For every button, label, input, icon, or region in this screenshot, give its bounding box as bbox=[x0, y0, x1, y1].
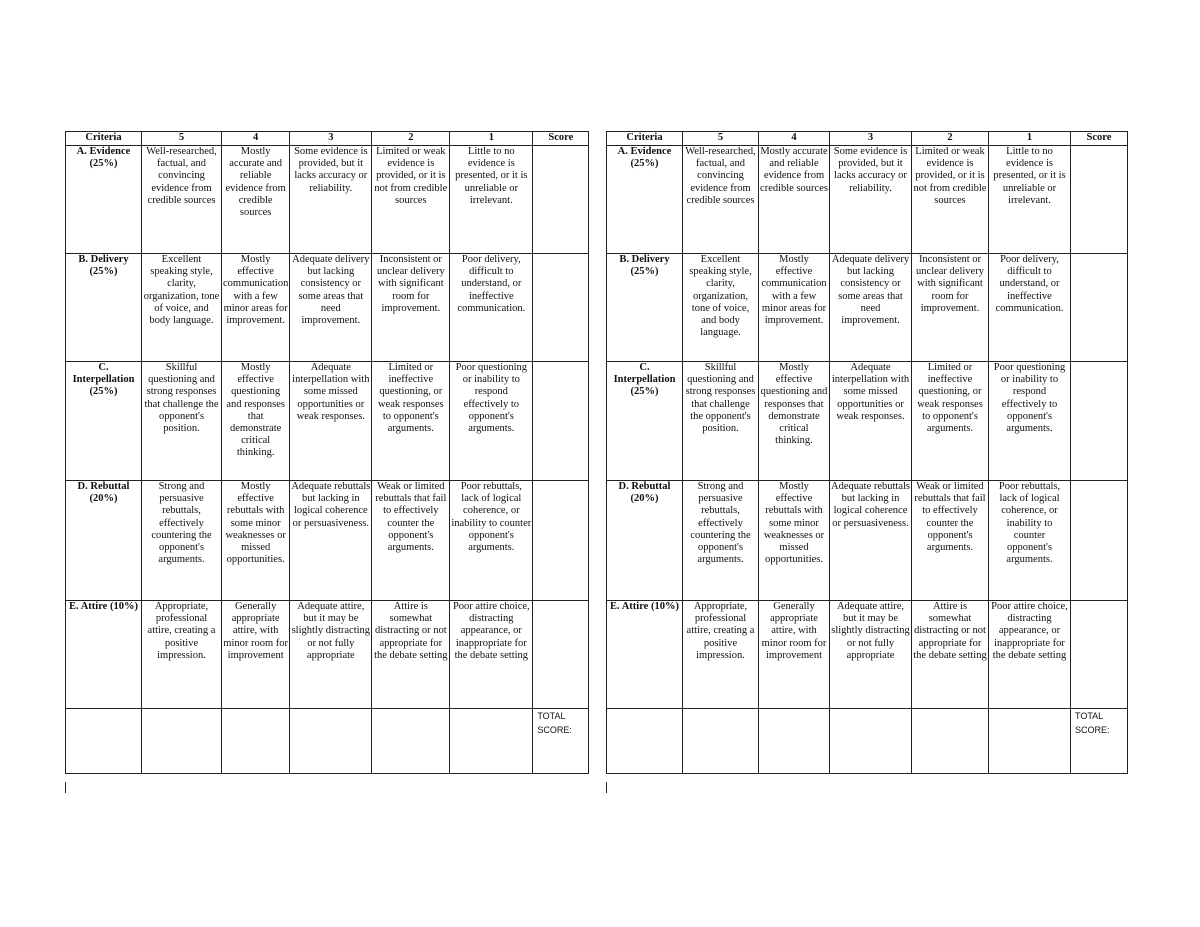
level-5-cell: Skillful questioning and strong responses that challenge the opponent's position. bbox=[683, 362, 759, 481]
level-2-cell: Weak or limited rebuttals that fail to effectively counter the opponent's arguments. bbox=[372, 481, 450, 601]
criterion-label: B. Delivery (25%) bbox=[607, 254, 683, 362]
row-delivery bbox=[66, 254, 589, 362]
level-5-cell: Appropriate, professional attire, creating a positive impression. bbox=[142, 601, 222, 709]
row-evidence bbox=[66, 146, 589, 254]
empty-cell bbox=[222, 709, 290, 774]
level-4-cell: Mostly accurate and reliable evidence from credible sources bbox=[222, 146, 290, 254]
level-1-cell: Poor rebuttals, lack of logical coherence, or inability to counter opponent's arguments. bbox=[450, 481, 533, 601]
score-cell[interactable] bbox=[1071, 362, 1128, 481]
level-3-cell: Adequate delivery but lacking consistency or some areas that need improvement. bbox=[290, 254, 372, 362]
header-criteria: Criteria bbox=[607, 132, 683, 146]
empty-cell bbox=[683, 709, 759, 774]
empty-cell bbox=[759, 709, 830, 774]
criterion-label: B. Delivery (25%) bbox=[66, 254, 142, 362]
header-criteria: Criteria bbox=[66, 132, 142, 146]
level-1-cell: Poor delivery, difficult to understand, or ineffective communication. bbox=[989, 254, 1071, 362]
level-5-cell: Strong and persuasive rebuttals, effectively countering the opponent's arguments. bbox=[683, 481, 759, 601]
row-interpellation bbox=[607, 362, 1128, 481]
empty-cell bbox=[989, 709, 1071, 774]
row-interpellation bbox=[66, 362, 589, 481]
row-evidence bbox=[607, 146, 1128, 254]
level-5-cell: Skillful questioning and strong responses that challenge the opponent's position. bbox=[142, 362, 222, 481]
level-2-cell: Attire is somewhat distracting or not appropriate for the debate setting bbox=[912, 601, 989, 709]
empty-cell bbox=[372, 709, 450, 774]
header-level-3: 3 bbox=[290, 132, 372, 146]
criterion-label: D. Rebuttal (20%) bbox=[607, 481, 683, 601]
level-4-cell: Mostly effective communication with a few minor areas for improvement. bbox=[222, 254, 290, 362]
score-cell[interactable] bbox=[1071, 601, 1128, 709]
empty-cell bbox=[142, 709, 222, 774]
score-cell[interactable] bbox=[533, 146, 589, 254]
level-4-cell: Mostly effective questioning and responses that demonstrate critical thinking. bbox=[759, 362, 830, 481]
row-attire bbox=[607, 601, 1128, 709]
header-score: Score bbox=[1071, 132, 1128, 146]
score-cell[interactable] bbox=[1071, 481, 1128, 601]
header-level-4: 4 bbox=[222, 132, 290, 146]
row-total bbox=[66, 709, 589, 774]
level-3-cell: Adequate interpellation with some missed opportunities or weak responses. bbox=[290, 362, 372, 481]
header-level-5: 5 bbox=[683, 132, 759, 146]
empty-cell bbox=[450, 709, 533, 774]
level-3-cell: Some evidence is provided, but it lacks accuracy or reliability. bbox=[830, 146, 912, 254]
row-rebuttal bbox=[66, 481, 589, 601]
level-2-cell: Inconsistent or unclear delivery with significant room for improvement. bbox=[372, 254, 450, 362]
level-1-cell: Little to no evidence is presented, or it is unreliable or irrelevant. bbox=[450, 146, 533, 254]
level-5-cell: Well-researched, factual, and convincing evidence from credible sources bbox=[142, 146, 222, 254]
criterion-label: D. Rebuttal (20%) bbox=[66, 481, 142, 601]
header-level-4: 4 bbox=[759, 132, 830, 146]
level-4-cell: Mostly effective rebuttals with some minor weaknesses or missed opportunities. bbox=[759, 481, 830, 601]
level-4-cell: Generally appropriate attire, with minor room for improvement bbox=[759, 601, 830, 709]
level-2-cell: Limited or ineffective questioning, or weak responses to opponent's arguments. bbox=[912, 362, 989, 481]
level-4-cell: Mostly effective questioning and responses that demonstrate critical thinking. bbox=[222, 362, 290, 481]
criterion-label: C. Interpellation (25%) bbox=[66, 362, 142, 481]
rubric-table-left bbox=[65, 131, 589, 774]
header-level-1: 1 bbox=[450, 132, 533, 146]
header-level-1: 1 bbox=[989, 132, 1071, 146]
level-1-cell: Poor delivery, difficult to understand, or ineffective communication. bbox=[450, 254, 533, 362]
level-2-cell: Limited or ineffective questioning, or weak responses to opponent's arguments. bbox=[372, 362, 450, 481]
level-3-cell: Adequate delivery but lacking consistency or some areas that need improvement. bbox=[830, 254, 912, 362]
header-level-3: 3 bbox=[830, 132, 912, 146]
level-2-cell: Inconsistent or unclear delivery with significant room for improvement. bbox=[912, 254, 989, 362]
score-cell[interactable] bbox=[533, 481, 589, 601]
row-attire bbox=[66, 601, 589, 709]
level-5-cell: Excellent speaking style, clarity, organization, tone of voice, and body language. bbox=[683, 254, 759, 362]
empty-cell bbox=[290, 709, 372, 774]
level-3-cell: Adequate attire, but it may be slightly distracting or not fully appropriate bbox=[290, 601, 372, 709]
header-level-2: 2 bbox=[372, 132, 450, 146]
level-1-cell: Poor attire choice, distracting appearance, or inappropriate for the debate setting bbox=[989, 601, 1071, 709]
level-1-cell: Poor questioning or inability to respond effectively to opponent's arguments. bbox=[989, 362, 1071, 481]
total-score-label[interactable]: TOTAL SCORE: bbox=[1071, 709, 1128, 774]
level-1-cell: Poor attire choice, distracting appearance, or inappropriate for the debate setting bbox=[450, 601, 533, 709]
margin-mark bbox=[606, 782, 607, 793]
header-score: Score bbox=[533, 132, 589, 146]
level-2-cell: Limited or weak evidence is provided, or it is not from credible sources bbox=[372, 146, 450, 254]
criterion-label: E. Attire (10%) bbox=[607, 601, 683, 709]
header-row bbox=[607, 132, 1128, 146]
score-cell[interactable] bbox=[533, 254, 589, 362]
empty-cell bbox=[912, 709, 989, 774]
level-2-cell: Limited or weak evidence is provided, or it is not from credible sources bbox=[912, 146, 989, 254]
level-5-cell: Strong and persuasive rebuttals, effectively countering the opponent's arguments. bbox=[142, 481, 222, 601]
level-5-cell: Well-researched, factual, and convincing evidence from credible sources bbox=[683, 146, 759, 254]
empty-cell bbox=[830, 709, 912, 774]
level-4-cell: Mostly effective communication with a few minor areas for improvement. bbox=[759, 254, 830, 362]
level-2-cell: Weak or limited rebuttals that fail to effectively counter the opponent's arguments. bbox=[912, 481, 989, 601]
margin-mark bbox=[65, 782, 66, 793]
level-1-cell: Poor questioning or inability to respond effectively to opponent's arguments. bbox=[450, 362, 533, 481]
header-row bbox=[66, 132, 589, 146]
level-3-cell: Adequate rebuttals but lacking in logical coherence or persuasiveness. bbox=[830, 481, 912, 601]
level-4-cell: Mostly effective rebuttals with some minor weaknesses or missed opportunities. bbox=[222, 481, 290, 601]
criterion-label: E. Attire (10%) bbox=[66, 601, 142, 709]
score-cell[interactable] bbox=[533, 362, 589, 481]
level-1-cell: Little to no evidence is presented, or it is unreliable or irrelevant. bbox=[989, 146, 1071, 254]
criterion-label: A. Evidence (25%) bbox=[66, 146, 142, 254]
header-level-2: 2 bbox=[912, 132, 989, 146]
level-5-cell: Appropriate, professional attire, creating a positive impression. bbox=[683, 601, 759, 709]
level-3-cell: Adequate interpellation with some missed opportunities or weak responses. bbox=[830, 362, 912, 481]
empty-cell bbox=[66, 709, 142, 774]
header-level-5: 5 bbox=[142, 132, 222, 146]
level-2-cell: Attire is somewhat distracting or not appropriate for the debate setting bbox=[372, 601, 450, 709]
rubric-table-right bbox=[606, 131, 1128, 774]
row-total bbox=[607, 709, 1128, 774]
row-delivery bbox=[607, 254, 1128, 362]
level-3-cell: Some evidence is provided, but it lacks accuracy or reliability. bbox=[290, 146, 372, 254]
level-5-cell: Excellent speaking style, clarity, organization, tone of voice, and body language. bbox=[142, 254, 222, 362]
total-score-label[interactable]: TOTAL SCORE: bbox=[533, 709, 589, 774]
criterion-label: C. Interpellation (25%) bbox=[607, 362, 683, 481]
empty-cell bbox=[607, 709, 683, 774]
score-cell[interactable] bbox=[1071, 146, 1128, 254]
score-cell[interactable] bbox=[1071, 254, 1128, 362]
level-1-cell: Poor rebuttals, lack of logical coherence, or inability to counter opponent's arguments. bbox=[989, 481, 1071, 601]
row-rebuttal bbox=[607, 481, 1128, 601]
level-3-cell: Adequate rebuttals but lacking in logical coherence or persuasiveness. bbox=[290, 481, 372, 601]
score-cell[interactable] bbox=[533, 601, 589, 709]
level-4-cell: Mostly accurate and reliable evidence from credible sources bbox=[759, 146, 830, 254]
level-4-cell: Generally appropriate attire, with minor room for improvement bbox=[222, 601, 290, 709]
level-3-cell: Adequate attire, but it may be slightly distracting or not fully appropriate bbox=[830, 601, 912, 709]
criterion-label: A. Evidence (25%) bbox=[607, 146, 683, 254]
